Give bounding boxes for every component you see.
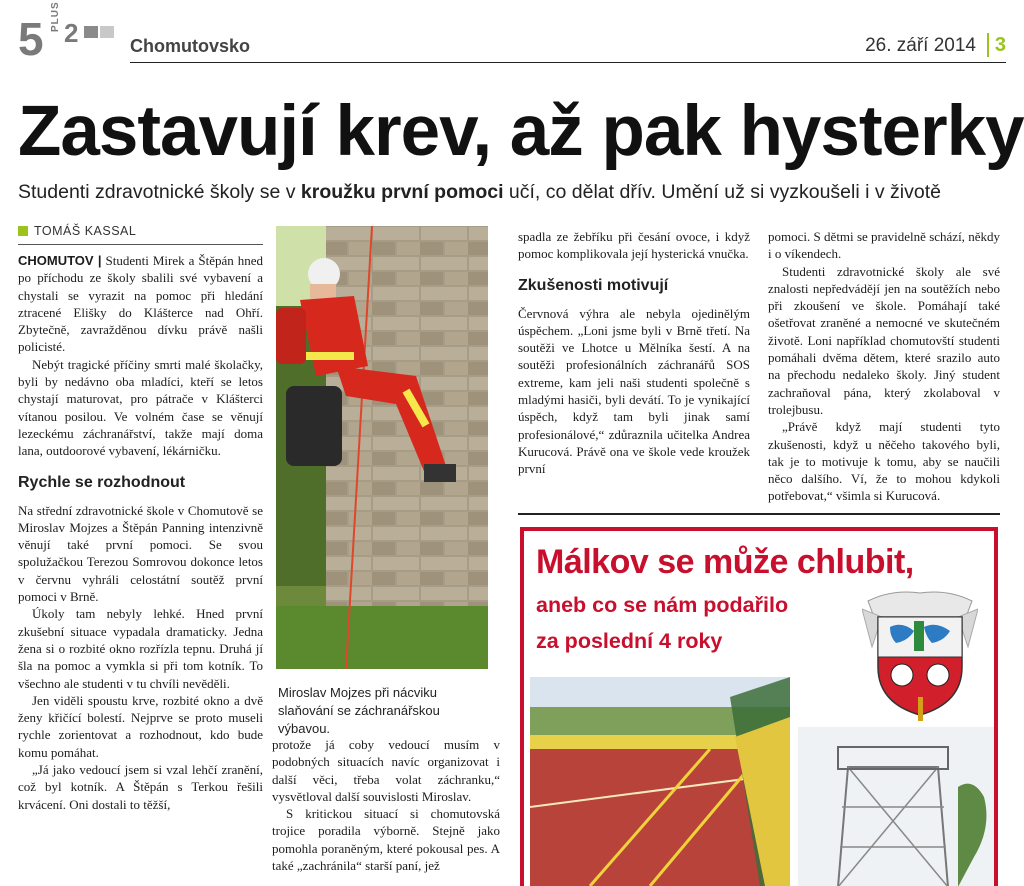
- paragraph: Jen viděli spoustu krve, rozbité okno a dvě ženy křičící bolestí. Nejprve se proto museli rychle zorientovat a rozhodnout, kdo bude komu pomáhat.: [18, 692, 263, 760]
- article-photo: [276, 226, 488, 669]
- paragraph-text: Studenti Mirek a Štěpán hned po příchodu ze školy sbalili své vybavení a chystali se vyrazit na pomoc při hledání ztracené Elišky do Klášterce nad Ohří. Zbytečně, zavražděnou dívku právě našli policisté.: [18, 253, 264, 355]
- ad-title: Málkov se může chlubit,: [536, 543, 914, 581]
- rappelling-photo-illustration: [276, 226, 488, 669]
- article-column-4: [768, 228, 1000, 505]
- logo-five: 5: [18, 13, 44, 65]
- crosshead: Zkušenosti motivují: [518, 276, 669, 294]
- subheadline: [18, 181, 1018, 204]
- paragraph: „Já jako vedoucí jsem si vzal lehčí zranění, což byl kotník. A Štěpán s Terkou řešili krvácení. Oni dostali to těžší,: [18, 762, 263, 812]
- paragraph: Nebýt tragické příčiny smrti malé školačky, byli by nedávno oba mladíci, kteří se letos chystají maturovat, pro pátrače v Klášterci vítanou posilou. Ve volném čase se věnují lezeckému záchranářství, takže mají doma lana, outdoorové vybavení, lékárničku.: [18, 356, 263, 459]
- paragraph: pomoci. S dětmi se pravidelně schází, někdy i o víkendech.: [768, 229, 1000, 262]
- subhead-part-a: Studenti zdravotnické školy se v: [18, 181, 301, 203]
- sports-court-photo: [530, 677, 790, 886]
- page-number: 3: [987, 33, 1006, 57]
- dateline: CHOMUTOV |: [18, 253, 102, 268]
- paragraph: S kritickou situací si chomutovská trojice poradila výborně. Stejně jako pomohla poraněným, které pokousal pes. A také „zachránila“ starší paní, jež: [272, 806, 500, 874]
- byline: [18, 224, 136, 238]
- subhead-bold: kroužku první pomoci: [300, 181, 504, 203]
- logo-plus: PLUS: [50, 1, 61, 32]
- masthead: [18, 1, 1006, 70]
- byline-marker-icon: [18, 226, 28, 236]
- byline-rule: [18, 244, 263, 245]
- lookout-tower-photo: [798, 727, 994, 886]
- article-column-1: [18, 252, 263, 813]
- masthead-rule: [130, 62, 1006, 63]
- paragraph: Červnová výhra ale nebyla ojedinělým úspěchem. „Loni jsme byli v Brně třetí. Na soutěži ve Lhotce u Mělníka šestí. A na soutěži profesionálních záchranářů SOS extreme, kam jeli naši studenti společně s mladými hasiči, byli devátí. To je vynikající úspěch, když tam byli jinak samí profesionálové,“ zdůraznila učitelka Andrea Kurucová. Právě ona ve škole vede kroužek první: [518, 305, 750, 477]
- paragraph: Na střední zdravotnické škole v Chomutově se Miroslav Mojzes a Štěpán Panning intenzivně věnují také první pomoci. Se svou spolužačkou Terezou Somrovou dokonce letos v červnu vyhráli celostátní soutěž první pomoci v Brně.: [18, 502, 263, 605]
- paragraph: Úkoly tam nebyly lehké. Hned první zkušební situace vypadala dramaticky. Jedna žena si o rozbité okno rozřízla tepnu. Druhá jí šla na pomoc a vymkla si při tom kotník. To všechno ale studenti v tu chvíli nevěděli.: [18, 606, 263, 691]
- photo-caption: Miroslav Mojzes při nácviku slaňování se záchranářskou výbavou.: [278, 685, 440, 736]
- paragraph: [18, 252, 263, 356]
- headline: Zastavují krev, až pak hysterky: [18, 92, 1024, 171]
- ad-subtitle-line-1: aneb co se nám podařilo: [536, 593, 789, 617]
- logo-two: 2: [64, 18, 79, 48]
- crosshead: Rychle se rozhodnout: [18, 473, 186, 491]
- author-name: TOMÁŠ KASSAL: [34, 224, 137, 238]
- logo-square-dark: [84, 26, 98, 38]
- ad-subtitle-line-2: za poslední 4 roky: [536, 629, 723, 653]
- paragraph: Studenti zdravotnické školy ale své znalosti nepředvádějí jen na soutěžích nebo při zkoušení ve škole. Pomáhají také ošetřovat zraněné a nemocné ve skutečném životě. Loni například chomutovští studenti pomáhali dvěma dětem, které srazilo auto na přechodu nedaleko školy. Jiný student zachraňoval pána, který zkolaboval v trolejbusu.: [768, 263, 1000, 417]
- article-column-3: [518, 228, 750, 478]
- coat-of-arms-icon: [862, 587, 978, 723]
- subhead-part-b: učí, co dělat dřív. Umění už si vyzkoušeli i v životě: [503, 181, 941, 203]
- article-column-2: [272, 736, 500, 874]
- paragraph: „Právě když mají studenti tyto zkušenosti, když u něčeho takového byli, tak je to motivuje k tomu, aby se naučili něco dalšího. Ví, že to mohou kdykoli potřebovat,“ všimla si Kurucová.: [768, 419, 1000, 504]
- article-end-rule: [518, 513, 1000, 515]
- paragraph: spadla ze žebříku při česání ovoce, i když pomoc komplikovala její hysterická vnučka.: [518, 229, 750, 262]
- logo-square-light: [100, 26, 114, 38]
- issue-date: 26. září 2014: [865, 35, 976, 56]
- section-name: Chomutovsko: [130, 36, 251, 56]
- malkov-advertisement[interactable]: [520, 527, 998, 886]
- newspaper-logo[interactable]: [18, 1, 118, 70]
- paragraph: protože já coby vedoucí musím v podobných situacích navíc organizovat i další věci, třeba volat záchranku,“ vysvětloval další souvislosti Miroslav.: [272, 737, 500, 804]
